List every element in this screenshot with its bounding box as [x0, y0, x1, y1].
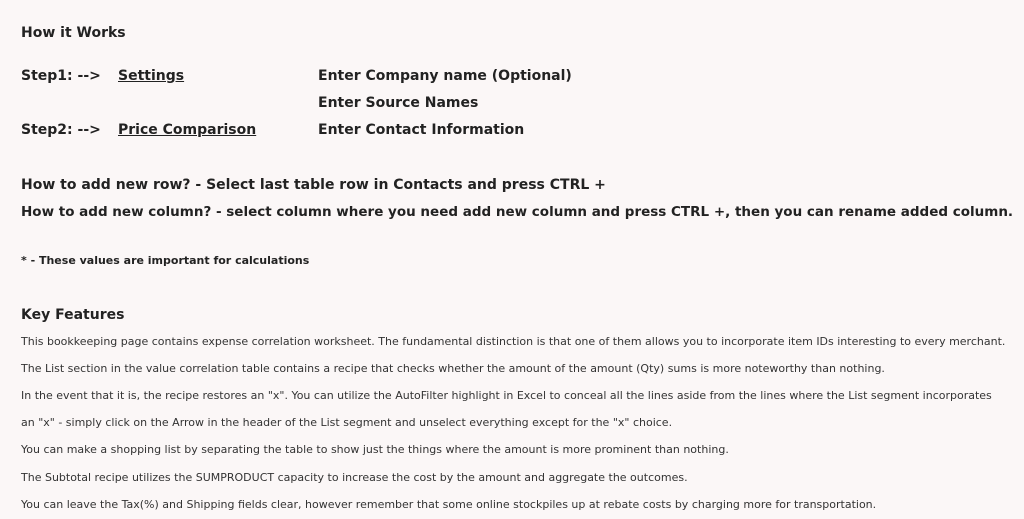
step2-label: Step2: --> — [21, 122, 101, 138]
important-values-note: * - These values are important for calculations — [21, 254, 310, 267]
feature-line: The List section in the value correlation table contains a recipe that checks whether the amount of the amount (Qty) sums is more noteworthy than nothing. — [21, 362, 885, 375]
step1-label: Step1: --> — [21, 68, 101, 84]
feature-line: In the event that it is, the recipe restores an "x". You can utilize the AutoFilter highlight in Excel to conceal all the lines aside from the lines where the List segment incorporates — [21, 389, 992, 402]
feature-line: The Subtotal recipe utilizes the SUMPRODUCT capacity to increase the cost by the amount and aggregate the outcomes. — [21, 471, 688, 484]
page-title: How it Works — [21, 25, 126, 41]
step1-instruction-sources: Enter Source Names — [318, 95, 479, 111]
step2-instruction-contact: Enter Contact Information — [318, 122, 525, 138]
step1-instruction-company: Enter Company name (Optional) — [318, 68, 572, 84]
howto-add-row: How to add new row? - Select last table row in Contacts and press CTRL + — [21, 177, 606, 193]
key-features-title: Key Features — [21, 307, 125, 323]
feature-line: You can leave the Tax(%) and Shipping fields clear, however remember that some online stockpiles up at rebate costs by charging more for transportation. — [21, 498, 877, 511]
settings-link[interactable]: Settings — [118, 68, 185, 84]
feature-line: You can make a shopping list by separating the table to show just the things where the amount is more prominent than nothing. — [21, 443, 729, 456]
feature-line: an "x" - simply click on the Arrow in the header of the List segment and unselect everything except for the "x" choice. — [21, 416, 673, 429]
price-comparison-link[interactable]: Price Comparison — [118, 122, 257, 138]
howto-add-column: How to add new column? - select column where you need add new column and press CTRL +, then you can rename added column. — [21, 204, 1014, 220]
feature-line: This bookkeeping page contains expense correlation worksheet. The fundamental distinction is that one of them allows you to incorporate item IDs interesting to every merchant. — [21, 335, 1006, 348]
